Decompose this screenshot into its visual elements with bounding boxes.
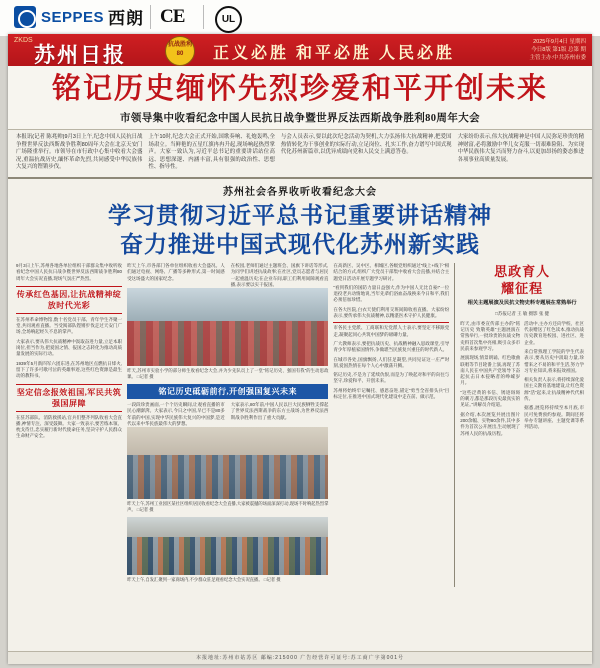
col-a-body-1 — [16, 317, 122, 380]
paragraph: 来自常熟理工学院的学生代表表示,要从历史中汲取力量,珍惜来之不易的和平生活,努力学习专业知识,将来报效祖国。 — [524, 348, 584, 373]
paragraph: 在高新区、吴中区、相城区,各级党组织通过“线上+线下”相结合的方式,组织广大党员干部集中收看大会直播,并结合主题党日活动开展专题学习研讨。 — [333, 262, 450, 281]
paragraph: 一段段珍贵画面,一个个历史瞬间,让观看直播的市民心潮澎湃。大家表示,今日之中国,早已不是80多年前的中国,实现中华民族伟大复兴的中国梦,是近代以来中华民族最伟大的梦想。 — [127, 402, 225, 427]
lead-column-3 — [281, 134, 452, 172]
main-headline-block — [8, 66, 592, 130]
section-two-headline-line2: 奋力推进中国式现代化苏州新实践 — [120, 231, 480, 257]
col-c-body — [333, 263, 449, 400]
section-two-headline-line1: 学习贯彻习近平总书记重要讲话精神 — [108, 202, 492, 228]
lead-column-4 — [458, 134, 584, 172]
paragraph: 苏州将始终牢记嘱托、感恩奋进,锚定“勇当全省排头兵”目标定位,在推进中国式现代化建设中走在前、做示范。 — [333, 387, 450, 400]
masthead-kanhao: ZKDS — [14, 37, 33, 44]
section-two-kicker: 苏州社会各界收听收看纪念大会 — [223, 186, 377, 198]
paragraph: 展演现场,情景朗诵、红色歌曲联唱等节目轮番上演,再现了苏南人民在中国共产党领导下奋起抗击日本侵略者的峥嵘岁月。 — [460, 355, 521, 386]
brand-header-bar — [0, 0, 600, 36]
col-a-intro — [16, 263, 122, 282]
masthead — [8, 34, 592, 66]
column-c — [333, 263, 449, 587]
masthead-info — [529, 38, 586, 62]
col-b-subhead: 铭记历史砥砺前行,开创强国复兴未来 — [127, 384, 328, 399]
right-rail — [454, 263, 584, 587]
paragraph: 市各民主党派、工商联和无党派人士表示,要坚定不移跟党走,凝聚起同心共筑中国梦的磅礴力量。 — [333, 325, 450, 337]
lead-paragraph: 上午10时,纪念大会正式开始,国歌奏响、礼炮轰鸣,全场肃立。当鲜艳的五星红旗冉冉升起,现场响起热烈掌声。大家一致认为,习近平总书记的重要讲话站位高远、思想深邃、内涵丰富,具有很强的政治性、思想性、指导性。 — [148, 134, 275, 171]
paragraph: 在驻苏部队、消防救援站,官兵们整齐列队收看大会直播,神情专注、深受鼓舞。大家一致表示,要苦练本领、枕戈待旦,忠实履行新时代使命任务,坚决守护人民群众生命财产安全。 — [16, 414, 123, 439]
paragraph: 在苏州革命博物馆,数十名党员干部、青年学生齐聚一堂,共同观看直播。当受阅部队铿锵步伐走过天安门广场,全场响起经久不息的掌声。 — [16, 316, 123, 335]
ul-mark-icon: UL — [215, 6, 242, 33]
seppes-logo-icon — [14, 6, 36, 28]
col-a-subhead-1: 传承红色基因,让抗战精神绽放时代光彩 — [16, 286, 122, 314]
rail-byline: □苏报记者 王 敏 摄影 张 健 — [495, 311, 550, 317]
rail-column-left — [460, 321, 520, 440]
seppes-logo-text: SEPPES — [41, 8, 105, 26]
rail-subtitle: 相关主题展演及民抗文物史料专题展在常熟举行 — [467, 299, 577, 306]
article-grid — [8, 259, 592, 587]
paragraph: 相关负责人表示,将持续深化爱国主义教育基地建设,让红色资源“活”起来,让抗战精神代代相传。 — [524, 377, 584, 402]
paragraph: 在城市各处,国旗飘扬,人们驻足凝望,共同见证这一庄严时刻,爱国热情在每个人心中激荡升腾。 — [333, 356, 450, 368]
column-a — [16, 263, 122, 587]
photo-caption-2: 昨天上午,苏州工业园区某社区组织居民收看纪念大会直播,大家被震撼的场面深深打动,现场不时响起热烈掌声。 □记者 摄 — [127, 501, 329, 513]
paragraph: 据悉,展览将持续至本月底,市民可免费预约参观。期间还将举办专题讲座、主题党课等系列活动。 — [524, 405, 584, 430]
photo-caption-3: 昨天上午,自发汇聚到一家商场内,不少群众驻足观看纪念大会实况直播。 □记者 摄 — [127, 577, 281, 583]
section-two-header — [8, 179, 592, 259]
masthead-slogan: 正义必胜 和平必胜 人民必胜 — [213, 45, 456, 62]
photo-caption-1: 昨天,苏州市实验小学的部分师生收看纪念大会,并为少先队员上了一堂“铭记历史、强国有我”的生动思政课。 □记者 摄 — [127, 368, 329, 380]
anniversary-emblem-icon — [160, 34, 200, 66]
ce-mark-icon: CE — [160, 6, 185, 27]
photo-students-classroom — [127, 288, 328, 366]
emblem-text: 抗战胜利 80 — [167, 42, 192, 57]
seppes-logo — [14, 6, 104, 28]
rail-column-right — [524, 321, 584, 440]
paragraph: 铭记历史,不是为了延续仇恨,而是为了唤起对和平的向往与坚守,珍爱和平、开创未来。 — [333, 372, 450, 384]
divider-2 — [203, 5, 204, 29]
masthead-publisher: 主管主办:中共苏州市委 — [529, 55, 586, 61]
newspaper-page — [8, 34, 592, 664]
rail-title-line2: 耀征程 — [501, 280, 544, 296]
lead-paragraph: 与会人员表示,要以此次纪念活动为契机,大力弘扬伟大抗战精神,把爱国热情转化为干事创业的实际行动,立足岗位、扎实工作,奋力谱写中国式现代化苏州新篇章,以优异成绩向党和人民交上满意答卷。 — [280, 134, 452, 156]
divider-1 — [150, 5, 151, 29]
photo-mall-crowd — [127, 517, 328, 575]
masthead-issue: 今日8版 第1版 总第 期 — [531, 47, 586, 53]
col-a-body-2 — [16, 415, 122, 440]
brand-chinese-name: 西朗 — [108, 9, 144, 28]
lead-paragraph: 大家纷纷表示,伟大抗战精神是中国人民弥足珍贵的精神财富,必将激励中华儿女克服一切艰难险阻、为实现中华民族伟大复兴而努力奋斗,以更加昂扬的姿态推进各项事业高质量发展。 — [457, 134, 584, 163]
paragraph: 大家表示,80年前,中国人民以巨大民族牺牲支撑起了世界反法西斯战争的东方主战场,为世界反法西斯战争胜利作出了重大贡献。 — [230, 402, 329, 420]
paragraph: 据介绍,本次展览共展出图片200余幅、实物80余件,其中多件为首次公开展出,生动展现了苏州人民的抗战历程。 — [460, 411, 521, 436]
lead-paragraph: 本报讯(记者 陈兆帅)9月3日上午,纪念中国人民抗日战争暨世界反法西斯战争胜利80周年大会在北京天安门广场隆重举行。市领导在市行政中心集中收看大会盛况,重温抗战历史,缅怀革命先烈,共同感受中华民族伟大复兴的铿锵步伐。 — [16, 134, 143, 171]
rule-divider — [333, 322, 449, 323]
paragraph: “这些泛黄的书信、锈迹斑斑的刺刀,都是那段历史最真实的见证。”讲解员介绍道。 — [460, 389, 521, 408]
paragraph: 9月3日上午,苏州各地各单位组织干部群众集中收听收看纪念中国人民抗日战争暨世界反法西斯战争胜利80周年大会实况直播,现场气氛庄严热烈。 — [16, 262, 123, 281]
col-b-intro — [127, 263, 328, 288]
lead-column-2 — [148, 134, 274, 172]
masthead-date: 2025年9月4日 星期四 — [533, 39, 586, 45]
lead-columns — [8, 130, 592, 179]
paragraph: 大家表示,要从伟大抗战精神中汲取奋进力量,立足本职岗位,担当作为,把爱国之情、报国之志转化为推动高质量发展的实际行动。 — [16, 338, 123, 357]
paragraph: 广大教师表示,要把抗战历史、抗战精神融入思政课堂,引导青少年厚植家国情怀,争做堪当民族复兴重任的时代新人。 — [333, 340, 450, 353]
lead-column-1 — [16, 134, 142, 172]
main-subheadline: 市领导集中收看纪念中国人民抗日战争暨世界反法西斯战争胜利80周年大会 — [119, 113, 481, 124]
paragraph: “看到我们的国防力量日益强大,作为中国人无比自豪!”一位退役老兵动情地说,当年先辈们浴血奋战换来今日和平,我们必须倍加珍惜。 — [333, 284, 450, 303]
paragraph: 在校园,老师们通过主题班会、国旗下讲话等形式,为同学们讲述抗战故事;在社区,党员志愿者与居民一起重温历史;在企业车间,职工们利用间隙观看直播,表示要以实干报国。 — [230, 262, 329, 287]
photo-community-viewing — [127, 427, 328, 499]
paragraph: 在各大医院,白衣天使们利用交班间隙收看直播。大家纷纷表示,要传承伟大抗战精神,以精湛医术守护人民健康。 — [333, 306, 450, 319]
page-footer — [8, 651, 592, 664]
footer-text: 本报地址:苏州市姑苏区 邮编:215000 广告经营许可证号:苏工商广字第001号 — [196, 655, 404, 661]
col-b-body — [127, 402, 328, 427]
rail-title-line1: 思政育人 — [494, 263, 551, 279]
column-b — [127, 263, 328, 587]
col-a-subhead-2: 坚定信念报效祖国,军民共筑强国屏障 — [16, 384, 122, 412]
main-headline: 铭记历史缅怀先烈珍爱和平开创未来 — [51, 73, 548, 105]
rail-columns — [460, 321, 584, 440]
paragraph: 昨天上午,市各部门各单位组织收看大会盛况。人们通过电视、网络、广播等多种形式,第一时间感受这场盛大的国家纪念。 — [127, 262, 225, 281]
masthead-title: 苏州日报 — [34, 43, 126, 67]
paragraph: 1939年5月新四军六团东进,在苏州地区点燃抗日烽火,留下了许多可歌可泣的英雄事迹,这些红色资源是最生动的教科书。 — [16, 360, 123, 379]
paragraph: 活动中,主办方还向学校、社区代表赠送了红色读本,推动抗战历史教育进校园、进社区、进企业。 — [524, 320, 584, 345]
paragraph: 昨天,由市委宣传部主办的“铭记历史 致敬英雄”主题展演在常熟举行,一批珍贵的抗战文物史料首次集中亮相,吸引众多市民前来参观学习。 — [460, 320, 521, 351]
